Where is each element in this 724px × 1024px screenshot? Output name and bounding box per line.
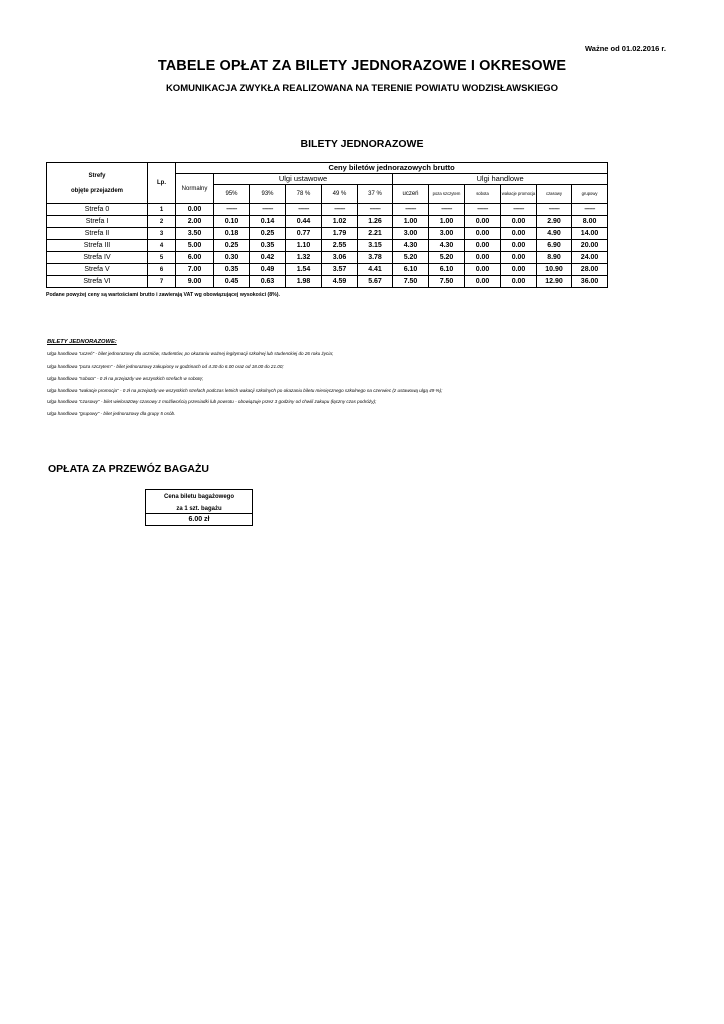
zone-cell: Strefa II [47,228,148,240]
price-cell: 4.90 [537,228,572,240]
notes-title: BILETY JEDNORAZOWE: [47,339,117,345]
single-tickets-price-table [46,162,608,288]
header-discount-col: sobota [465,185,501,204]
price-cell: 4.30 [429,240,465,252]
header-zones-sublabel: objęte przejazdem [70,187,123,194]
price-cell: 0.00 [465,252,501,264]
price-cell: 0.35 [250,240,286,252]
price-cell: 6.10 [393,264,429,276]
zone-cell: Strefa 0 [47,204,148,216]
baggage-price-table [145,489,253,526]
zone-cell: Strefa IV [47,252,148,264]
price-cell: 0.00 [501,228,537,240]
price-cell: 0.14 [250,216,286,228]
price-cell: 6.00 [176,252,214,264]
table-row [47,228,608,240]
price-cell: 0.00 [501,276,537,288]
price-cell: 3.15 [358,240,393,252]
lp-cell: 6 [148,264,176,276]
price-cell: 1.00 [429,216,465,228]
price-cell: 0.00 [501,240,537,252]
note-line: Ulga handlowa "grupowy" - bilet jednorazowy dla grupy 5 osób. [47,411,176,416]
price-cell: 4.41 [358,264,393,276]
price-cell: --------- [501,204,537,216]
price-cell: 1.98 [286,276,322,288]
header-discount-col: czasowy [537,185,572,204]
price-cell: 10.90 [537,264,572,276]
zone-cell: Strefa VI [47,276,148,288]
header-zones [47,163,148,204]
price-cell: 1.32 [286,252,322,264]
price-cell: 5.20 [393,252,429,264]
header-discount-col: poza szczytem [429,185,465,204]
page-title: TABELE OPŁAT ZA BILETY JEDNORAZOWE I OKRESOWE [157,58,567,74]
header-discount-col: 93% [250,185,286,204]
baggage-heading: OPŁATA ZA PRZEWÓZ BAGAŻU [48,463,209,475]
header-lp: Lp. [148,163,176,204]
price-cell: 5.00 [176,240,214,252]
price-cell: 20.00 [572,240,608,252]
price-cell: 28.00 [572,264,608,276]
price-cell: 0.45 [214,276,250,288]
price-cell: 0.42 [250,252,286,264]
price-cell: --------- [429,204,465,216]
price-cell: --------- [250,204,286,216]
price-cell: 0.00 [501,216,537,228]
price-cell: 0.35 [214,264,250,276]
price-cell: 0.44 [286,216,322,228]
header-discount-col: uczeń [393,185,429,204]
lp-cell: 3 [148,228,176,240]
header-discount-col: grupowy [572,185,608,204]
price-cell: 5.20 [429,252,465,264]
price-cell: 3.78 [358,252,393,264]
price-cell: 0.10 [214,216,250,228]
header-discount-col: 78 % [286,185,322,204]
price-cell: 1.00 [393,216,429,228]
price-cell: 0.49 [250,264,286,276]
price-rows [47,204,608,288]
price-cell: --------- [214,204,250,216]
header-discount-col: 49 % [322,185,358,204]
price-cell: --------- [572,204,608,216]
baggage-label: Cena biletu bagażowego [146,490,253,505]
header-discount-col: 95% [214,185,250,204]
price-cell: 3.06 [322,252,358,264]
table-row [47,264,608,276]
price-cell: 3.00 [429,228,465,240]
price-cell: --------- [465,204,501,216]
valid-from-date: Ważne od 01.02.2016 r. [584,44,666,53]
price-cell: --------- [393,204,429,216]
price-cell: 0.00 [465,240,501,252]
table-row [47,216,608,228]
price-cell: 0.63 [250,276,286,288]
price-cell: 0.25 [250,228,286,240]
price-cell: 6.10 [429,264,465,276]
zone-cell: Strefa I [47,216,148,228]
lp-cell: 2 [148,216,176,228]
zone-cell: Strefa V [47,264,148,276]
price-cell: 8.00 [572,216,608,228]
price-cell: 4.30 [393,240,429,252]
price-cell: 14.00 [572,228,608,240]
price-cell: 3.57 [322,264,358,276]
note-line: Ulga handlowa "czasowy" - bilet wieloraz0wy czasowy z możliwością przesiadki lub powrotu - obowiązuje przez 3 godziny od chwili zakupu (łączny czas podróży); [47,399,377,404]
price-cell: 5.67 [358,276,393,288]
price-cell: 1.10 [286,240,322,252]
price-cell: --------- [358,204,393,216]
price-cell: 7.50 [393,276,429,288]
header-normal: Normalny [176,174,214,204]
table-row [47,240,608,252]
price-cell: 3.00 [393,228,429,240]
price-cell: 7.00 [176,264,214,276]
note-line: Ulga handlowa "poza szczytem" - bilet jednorazowy zakupiony w godzinach od 4.30 do 6.00 oraz od 18.00 do 21.00; [47,364,284,369]
baggage-sublabel: za 1 szt. bagażu [146,504,253,514]
price-cell: 0.00 [501,252,537,264]
baggage-price: 6.00 zł [146,514,253,526]
price-cell: 0.77 [286,228,322,240]
page-subtitle: KOMUNIKACJA ZWYKŁA REALIZOWANA NA TERENIE POWIATU WODZISŁAWSKIEGO [165,83,559,94]
price-cell: 36.00 [572,276,608,288]
price-cell: 0.00 [465,264,501,276]
price-cell: 4.59 [322,276,358,288]
price-cell: 0.25 [214,240,250,252]
price-cell: 2.55 [322,240,358,252]
header-commercial-discounts: Ulgi handlowe [393,174,608,185]
header-discount-col: wakacje promocja [501,185,537,204]
table-row [47,204,608,216]
zone-cell: Strefa III [47,240,148,252]
lp-cell: 1 [148,204,176,216]
price-cell: 24.00 [572,252,608,264]
header-zones-label: Strefy [88,172,106,179]
price-cell: 1.26 [358,216,393,228]
price-cell: 0.00 [465,276,501,288]
single-tickets-heading: BILETY JEDNORAZOWE [300,138,424,150]
table-row [47,276,608,288]
price-cell: 0.18 [214,228,250,240]
price-cell: 0.00 [465,216,501,228]
note-line: Ulga handlowa "wakacje promocja" - 0 zł na przejazdy we wszystkich strefach podczas letnich wakacji szkolnych po okazaniu biletu miesięcznego szkolnego na czerwiec (z ustawową ulgą 49 %); [47,388,443,393]
header-discount-col: 37 % [358,185,393,204]
table-row [47,252,608,264]
price-cell: 0.00 [176,204,214,216]
price-cell: --------- [286,204,322,216]
price-cell: 6.90 [537,240,572,252]
price-cell: 9.00 [176,276,214,288]
price-cell: --------- [322,204,358,216]
price-cell: 8.90 [537,252,572,264]
price-cell: 0.00 [465,228,501,240]
price-cell: 2.21 [358,228,393,240]
price-cell: 1.54 [286,264,322,276]
header-statutory-discounts: Ulgi ustawowe [214,174,393,185]
price-cell: --------- [537,204,572,216]
price-cell: 0.00 [501,264,537,276]
lp-cell: 4 [148,240,176,252]
vat-note: Podane powyżej ceny są wartościami brutto i zawierają VAT wg obowiązującej wysokości (8%). [46,292,280,298]
lp-cell: 7 [148,276,176,288]
note-line: Ulga handlowa "sobota" - 0 zł na przejazdy we wszystkich strefach w sobotę; [47,376,204,381]
note-line: Ulga handlowa "uczeń" - bilet jednorazowy dla uczniów, studentów, po okazaniu ważnej legitymacji szkolnej lub studenckiej do 26 roku życia; [47,351,334,356]
price-cell: 2.90 [537,216,572,228]
price-cell: 3.50 [176,228,214,240]
price-cell: 1.79 [322,228,358,240]
price-cell: 1.02 [322,216,358,228]
price-cell: 2.00 [176,216,214,228]
header-prices-title: Ceny biletów jednorazowych brutto [176,163,608,174]
price-cell: 0.30 [214,252,250,264]
lp-cell: 5 [148,252,176,264]
price-cell: 7.50 [429,276,465,288]
price-cell: 12.90 [537,276,572,288]
